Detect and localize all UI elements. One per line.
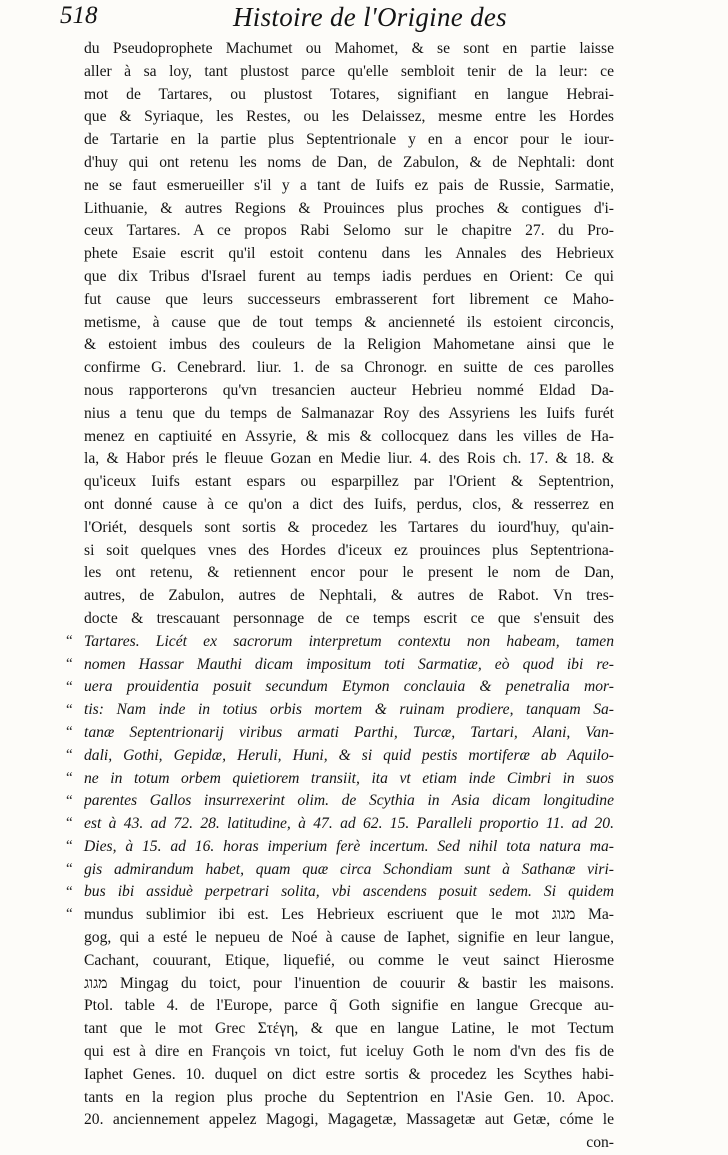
text-line: du Pseudoprophete Machumet ou Mahomet, & se sont en partie laisse bbox=[84, 40, 614, 57]
quoted-latin-line: ne in totum orbem quietiorem transiit, ita vt etiam inde Cimbri in suos bbox=[84, 769, 614, 787]
margin-quote-mark: “ bbox=[66, 633, 73, 649]
text-line: aller à sa loy, tant plustost parce qu'elle sembloit tenir de la leur: ce bbox=[84, 62, 614, 80]
text-line: metisme, à cause que de tout temps & ancienneté ils estoient circoncis, bbox=[84, 313, 614, 331]
text-line: l'Oriét, desquels sont sortis & procedez les Tartares du iourd'huy, qu'ain- bbox=[84, 518, 614, 536]
text-line: qu'iceux Iuifs estant espars ou esparpillez par l'Orient & Septentrion, bbox=[84, 473, 614, 491]
page-header bbox=[60, 2, 680, 36]
margin-quote-mark: “ bbox=[66, 770, 73, 786]
quoted-latin-line: gis admirandum habet, quam quæ circa Schondiam sunt à Sathanæ viri- bbox=[84, 860, 614, 878]
text-line: les ont retenu, & retiennent encor pour le present le nom de Dan, bbox=[84, 564, 614, 582]
text-line: que & Syriaque, les Restes, ou les Delaissez, mesme entre les Hordes bbox=[84, 108, 614, 126]
text-line: 20. anciennement appelez Magogi, Magagetæ, Massagetæ aut Getæ, cóme le bbox=[84, 1111, 614, 1129]
text-line: ceux Tartares. A ce propos Rabi Selomo sur le chapitre 27. du Pro- bbox=[84, 222, 614, 240]
margin-quote-mark: “ bbox=[66, 884, 73, 900]
text-line: & estoient imbus des couleurs de la Religion Mahometane ainsi que le bbox=[84, 336, 614, 354]
quoted-latin-line: Dies, à 15. ad 16. horas imperium ferè incertum. Sed nihil tota natura ma- bbox=[84, 837, 614, 855]
text-line: mundus sublimior ibi est. Les Hebrieux escriuent que le mot מגוג Ma- bbox=[84, 906, 614, 924]
margin-quote-mark: “ bbox=[66, 679, 73, 695]
text-line: Iaphet Genes. 10. duquel on dict estre sortis & procedez les Scythes habi- bbox=[84, 1065, 614, 1083]
text-line: Cachant, couurant, Etique, liquefié, ou comme le veut sainct Hierosme bbox=[84, 951, 614, 969]
text-line: menez en captiuité en Assyrie, & mis & collocquez dans les villes de Ha- bbox=[84, 427, 614, 445]
text-line: Ptol. table 4. de l'Europe, parce q̃ Goth signifie en langue Grecque au- bbox=[84, 997, 614, 1015]
text-line: gog, qui a esté le nepueu de Noé à cause de Iaphet, signifie en leur langue, bbox=[84, 929, 614, 947]
text-line: autres, de Zabulon, autres de Nephtali, & autres de Rabot. Vn tres- bbox=[84, 587, 614, 605]
text-line: nous rapporterons qu'vn tresancien aucteur Hebrieu nommé Eldad Da- bbox=[84, 381, 614, 399]
catchword: con- bbox=[586, 1134, 614, 1152]
text-line: qui est à dire en François vn toict, fut iceluy Goth le nom d'vn des fis de bbox=[84, 1043, 614, 1061]
quoted-latin-line: uera prouidentia posuit secundum Etymon conclauia & penetralia mor- bbox=[84, 678, 614, 696]
quoted-latin-line: dali, Gothi, Gepidæ, Heruli, Huni, & si quid pestis mortiferæ ab Aquilo- bbox=[84, 746, 614, 764]
margin-quote-mark: “ bbox=[66, 906, 73, 922]
quoted-latin-line: tis: Nam inde in totius orbis mortem & ruinam prodiere, tanquam Sa- bbox=[84, 701, 614, 719]
margin-quote-mark: “ bbox=[66, 702, 73, 718]
margin-quote-mark: “ bbox=[66, 724, 73, 740]
margin-quote-mark: “ bbox=[66, 747, 73, 763]
margin-quote-mark: “ bbox=[66, 815, 73, 831]
body-text bbox=[84, 38, 614, 1155]
text-line: ne se faut esmerueiller s'il y a tant de Iuifs ez pais de Russie, Sarmatie, bbox=[84, 176, 614, 194]
margin-quote-mark: “ bbox=[66, 838, 73, 854]
text-line: si soit quelques vnes des Hordes d'iceux ez prouinces plus Septentriona- bbox=[84, 541, 614, 559]
margin-quote-mark: “ bbox=[66, 656, 73, 672]
margin-quote-mark: “ bbox=[66, 793, 73, 809]
quoted-latin-line: parentes Gallos insurrexerint olim. de Scythia in Asia dicam longitudine bbox=[84, 792, 614, 810]
text-line: confirme G. Cenebrard. liur. 1. de sa Chronogr. en suitte de ces parolles bbox=[84, 359, 614, 377]
text-line: docte & trescauant personnage de ce temps escrit ce que s'ensuit des bbox=[84, 609, 614, 627]
text-line: phete Esaie escrit qu'il estoit contenu dans les Annales des Hebrieux bbox=[84, 245, 614, 263]
quoted-latin-line: est à 43. ad 72. 28. latitudine, à 47. ad 62. 15. Paralleli proportio 11. ad 20. bbox=[84, 815, 614, 833]
text-line: nius a tenu que du temps de Salmanazar Roy des Assyriens les Iuifs furét bbox=[84, 404, 614, 422]
margin-quote-mark: “ bbox=[66, 861, 73, 877]
text-line: d'huy qui ont retenu les noms de Dan, de Zabulon, & de Nephtali: dont bbox=[84, 153, 614, 171]
text-line: mot de Tartares, ou plustost Totares, signifiant en langue Hebrai- bbox=[84, 85, 614, 103]
text-line: la, & Habor prés le fleuue Gozan en Medie liur. 4. des Rois ch. 17. & 18. & bbox=[84, 450, 614, 468]
text-line: que dix Tribus d'Israel furent au temps iadis perdues en Orient: Ce qui bbox=[84, 267, 614, 285]
text-line: Lithuanie, & autres Regions & Prouinces plus proches & contigues d'i- bbox=[84, 199, 614, 217]
text-line: tant que le mot Grec Στέγη, & que en langue Latine, le mot Tectum bbox=[84, 1020, 614, 1038]
running-title: Histoire de l'Origine des bbox=[233, 2, 507, 32]
page-number: 518 bbox=[60, 2, 98, 29]
text-line: tants en la region plus proche du Septentrion en l'Asie Gen. 10. Apoc. bbox=[84, 1088, 614, 1106]
quoted-latin-line: Tartares. Licét ex sacrorum interpretum contextu non habeam, tamen bbox=[84, 632, 614, 650]
text-line: ont donné cause à ce qu'on a dict des Iuifs, perdus, clos, & resserrez en bbox=[84, 495, 614, 513]
quoted-latin-line: bus ibi assiduè perpetrari solita, vbi ascendens posuit sedem. Si quidem bbox=[84, 883, 614, 901]
quoted-latin-line: nomen Hassar Mauthi dicam impositum toti Sarmatiæ, eò quod ibi re- bbox=[84, 655, 614, 673]
text-line: de Tartarie en la partie plus Septentrionale y en a encor pour le iour- bbox=[84, 131, 614, 149]
text-line: fut cause que leurs successeurs embrasserent fort librement ce Maho- bbox=[84, 290, 614, 308]
text-line: מגוג Mingag du toict, pour l'inuention de couurir & bastir les maisons. bbox=[84, 974, 614, 992]
quoted-latin-line: tanæ Septentrionarij viribus armati Parthi, Turcæ, Tartari, Alani, Van- bbox=[84, 723, 614, 741]
